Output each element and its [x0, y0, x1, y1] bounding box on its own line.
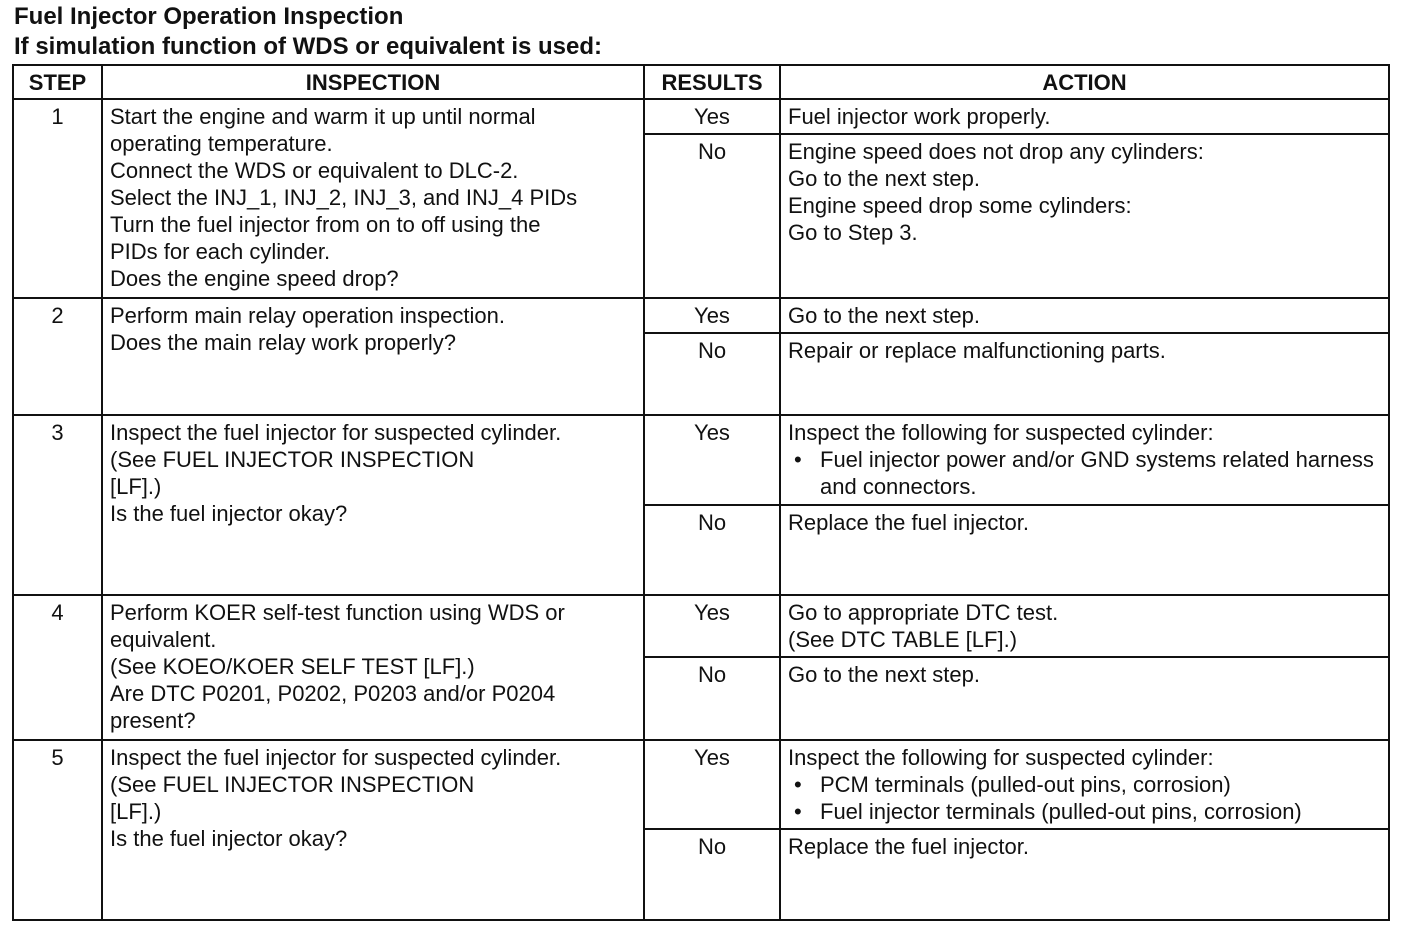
- step-number: 1: [13, 99, 102, 298]
- step-number: 4: [13, 595, 102, 740]
- inspection-cell: [102, 595, 644, 740]
- inspection-line: Connect the WDS or equivalent to DLC-2.: [110, 158, 519, 183]
- action-line: Go to the next step.: [788, 662, 981, 687]
- inspection-line: Inspect the fuel injector for suspected cylinder.: [110, 745, 562, 770]
- inspection-cell: [102, 298, 644, 415]
- action-line: Repair or replace malfunctioning parts.: [788, 338, 1166, 363]
- inspection-line: Start the engine and warm it up until normal: [110, 104, 536, 129]
- action-cell: [780, 505, 1389, 595]
- bullet-item: [820, 798, 1381, 825]
- header-step: STEP: [13, 65, 102, 99]
- action-cell: [780, 657, 1389, 740]
- inspection-line: Does the main relay work properly?: [110, 330, 457, 355]
- inspection-line: equivalent.: [110, 627, 217, 652]
- inspection-line: Is the fuel injector okay?: [110, 501, 348, 526]
- table-row: [13, 298, 1389, 333]
- inspection-line: [LF].): [110, 799, 162, 824]
- header-action: ACTION: [780, 65, 1389, 99]
- step-number: 5: [13, 740, 102, 920]
- inspection-line: (See KOEO/KOER SELF TEST [LF].): [110, 654, 475, 679]
- action-cell: [780, 829, 1389, 920]
- action-line: (See DTC TABLE [LF].): [788, 627, 1018, 652]
- inspection-cell: [102, 99, 644, 298]
- step-number: 2: [13, 298, 102, 415]
- header-results: RESULTS: [644, 65, 780, 99]
- action-line: Go to Step 3.: [788, 220, 918, 245]
- result-yes: Yes: [644, 740, 780, 829]
- inspection-line: PIDs for each cylinder.: [110, 239, 331, 264]
- inspection-line: Are DTC P0201, P0202, P0203 and/or P0204: [110, 681, 556, 706]
- bullet-item: [820, 446, 1381, 500]
- action-line: Engine speed drop some cylinders:: [788, 193, 1132, 218]
- bullet-text: • Fuel injector terminals (pulled-out pins, corrosion): [820, 799, 1302, 824]
- action-cell: [780, 415, 1389, 505]
- bullet-text: • Fuel injector power and/or GND systems related harness and connectors.: [820, 447, 1374, 499]
- page-subtitle: If simulation function of WDS or equivalent is used:: [14, 33, 603, 60]
- inspection-line: Select the INJ_1, INJ_2, INJ_3, and INJ_4 PIDs: [110, 185, 578, 210]
- inspection-table: [12, 64, 1390, 921]
- action-cell: [780, 595, 1389, 657]
- action-line: Inspect the following for suspected cylinder:: [788, 745, 1214, 770]
- table-row: [13, 99, 1389, 134]
- inspection-line: Is the fuel injector okay?: [110, 826, 348, 851]
- inspection-line: present?: [110, 708, 196, 733]
- action-cell: [780, 333, 1389, 415]
- inspection-line: Turn the fuel injector from on to off using the: [110, 212, 541, 237]
- result-no: No: [644, 657, 780, 740]
- bullet-item: [820, 771, 1381, 798]
- inspection-line: Perform KOER self-test function using WDS or: [110, 600, 565, 625]
- action-line: Go to the next step.: [788, 166, 981, 191]
- result-no: No: [644, 333, 780, 415]
- result-yes: Yes: [644, 99, 780, 134]
- action-cell: [780, 99, 1389, 134]
- page-title: Fuel Injector Operation Inspection: [14, 3, 404, 30]
- bullet-list: [788, 446, 1381, 500]
- table-header-row: [13, 65, 1389, 99]
- inspection-line: Does the engine speed drop?: [110, 266, 399, 291]
- action-cell: [780, 134, 1389, 298]
- bullet-list: [788, 771, 1381, 825]
- action-line: Go to the next step.: [788, 303, 981, 328]
- action-cell: [780, 740, 1389, 829]
- action-line: Replace the fuel injector.: [788, 834, 1029, 859]
- result-yes: Yes: [644, 298, 780, 333]
- table-row: [13, 595, 1389, 657]
- inspection-line: operating temperature.: [110, 131, 333, 156]
- table-row: [13, 740, 1389, 829]
- action-line: Engine speed does not drop any cylinders:: [788, 139, 1204, 164]
- inspection-line: Perform main relay operation inspection.: [110, 303, 505, 328]
- action-line: Fuel injector work properly.: [788, 104, 1051, 129]
- inspection-cell: [102, 740, 644, 920]
- inspection-line: (See FUEL INJECTOR INSPECTION: [110, 772, 475, 797]
- step-number: 3: [13, 415, 102, 595]
- table-row: [13, 415, 1389, 505]
- result-no: No: [644, 134, 780, 298]
- inspection-line: [LF].): [110, 474, 162, 499]
- action-cell: [780, 298, 1389, 333]
- header-inspection: INSPECTION: [102, 65, 644, 99]
- result-yes: Yes: [644, 595, 780, 657]
- action-line: Replace the fuel injector.: [788, 510, 1029, 535]
- action-line: Go to appropriate DTC test.: [788, 600, 1059, 625]
- inspection-line: (See FUEL INJECTOR INSPECTION: [110, 447, 475, 472]
- result-yes: Yes: [644, 415, 780, 505]
- inspection-line: Inspect the fuel injector for suspected cylinder.: [110, 420, 562, 445]
- action-line: Inspect the following for suspected cylinder:: [788, 420, 1214, 445]
- result-no: No: [644, 505, 780, 595]
- inspection-cell: [102, 415, 644, 595]
- bullet-text: • PCM terminals (pulled-out pins, corrosion): [820, 772, 1231, 797]
- result-no: No: [644, 829, 780, 920]
